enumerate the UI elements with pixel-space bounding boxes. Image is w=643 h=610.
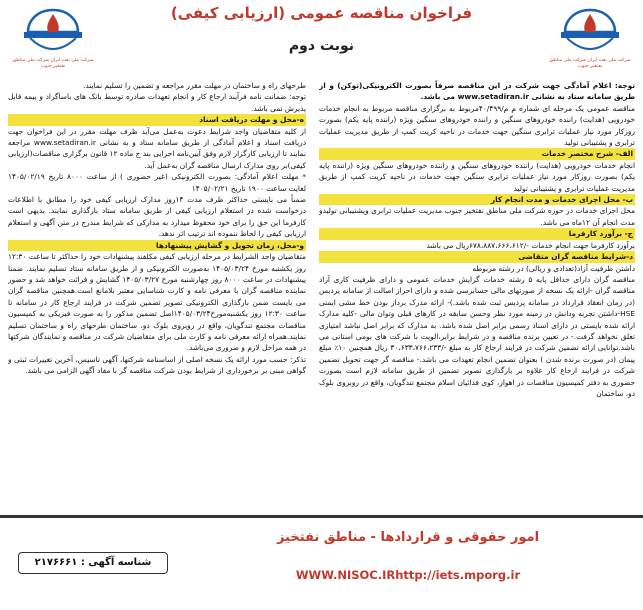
notice-text: توجه: اعلام آمادگی جهت شرکت در این مناقصه صرفاً بصورت الکترونیکی(توکن) و از طریق سامانه ستاد به نشانی www.setadiran.ir می باشد.: [319, 81, 635, 102]
page-title: فراخوان مناقصه عمومی (ارزیابی کیفی): [170, 4, 473, 22]
paragraph: طرحهای راه و ساختمان در مهلت مقرر مراجعه و تضمین را تسلیم نمایند.: [82, 81, 306, 90]
paragraph: * مهلت اعلام آمادگی: بصورت الکترونیکی (غیر حضوری ) از ساعت ۸۰۰۰ تاریخ ۱۴۰۵/۰۲/۱۹ لغایت ساعت ۱۹۰۰ تاریخ ۱۴۰۵/۰۲/۲۱: [8, 172, 306, 193]
paragraph: داشتن ظرفیت آزاد(تعدادی و ریالی) در رشته مربوطه: [472, 263, 635, 273]
footer-urls[interactable]: WWW.NISOC.IRhttp://iets.mporg.ir: [295, 568, 521, 582]
left-column: [8, 80, 306, 515]
section-heading: الف- شرح مختصر خدمات: [319, 148, 635, 159]
paragraph: متقاضیان واجد الشرایط در مرحله ارزیابی کیفی مکلفند پیشنهادات خود را حداکثر تا ساعت ۱۲:۳۰ روز یکشنبه مورخ ۱۴۰۵/۰۳/۲۴ به‌صورت الکترونیکی و از طریق سامانه ستاد تسلیم نمایند. ضمنا پیشنهادات در ساعت ۸۰۰۰ روز چهارشنبه مورخ ۱۴۰۵/۰۳/۲۷ گشایش و قرائت خواهد شد و حضور نماینده مناقصه گران با معرفی نامه و کارت شناسایی معتبر بلامانع است.همچنین مناقصه گران می بایست ضمن بارگذاری الکترونیکی تصویر تضمین شرکت در فرایند ارجاع کار در سامانه تا ساعت ۱۲:۳۰ روز یکشنبه‌مورخ۱۴۰۵/۰۳/۲۴اصل تضمین مذکور را به صورت فیزیکی به کمیسیون مناقصات مجتمع تندگویان، واقع در روبروی بلوک دو، ساختمان طرحهای راه و ساختمان تسلیم نمایند.همراه ارائه معرفی نامه و کارت ملی برای متقاضیان شرکت در مناقصه و نمایندگان شرکتها در همه مراحل لازم و ضروری می‌باشد.: [8, 252, 306, 353]
paragraph: برآورد کارفرما جهت انجام خدمات -/۶۷۸،۸۸۷،۶۶۶،۶۱۲ریال می باشد: [426, 240, 635, 250]
logo-caption: شرکت ملی نفت ایران شرکت ملی مناطق نفتخیز جنوب: [12, 58, 94, 69]
right-column: [319, 80, 635, 515]
section-heading: ب- محل اجرای خدمات و مدت انجام کار: [319, 194, 635, 205]
section-heading: ج- برآورد کارفرما: [319, 228, 635, 239]
paragraph: تذکر: حسب مورد ارائه یک نسخه اصلی از اساسنامه شرکتها، آگهی تاسیس، آخرین تغییرات ثبتی و گواهی مبنی بر برخورداری از شرایط بودن شرکت مناقصه گر با مفاد آگهی الزامی می باشد.: [8, 354, 306, 376]
round-label: نوبت دوم: [288, 38, 355, 54]
paragraph: توجه: ضمانت نامه فرآیند ارجاع کار و انجام تعهدات صادره توسط بانک های باساگراد و بیمه قابل پذیرش نمی باشد.: [8, 92, 306, 113]
footer: [0, 515, 643, 610]
section-heading: د-شرایط مناقصه گران متقاضی: [319, 251, 635, 262]
paragraph: ضمناً می بایستی حداکثر ظرف مدت ۱۴روز مدارک ارزیابی کیفی خود را مطابق با اطلاعات درخواست شده در استعلام ارزیابی کیفی از طریق سامانه ستاد بارگذاری نمایند. بدیهی است کارفرما این حق را برای خود محفوظ میدارد به مدارکی که شرایط مندرج در متن آگهی و استعلام ارزیابی کیفی را لحاظ ننموده اند ترتیب اثر ندهد.: [8, 195, 306, 239]
section-heading: ه-محل و مهلت دریافت اسناد: [8, 114, 306, 125]
paragraph: از کلیه متقاضیان واجد شرایط دعوت به‌عمل می‌آید ظرف مهلت مقرر در این فراخوان جهت دریافت اسناد و اعلام آمادگی از طریق سامانه ستاد و به نشانی www.setadiran.ir مراجعه نمایند تا ارزیابی کارگزار لازم وفق آیین‌نامه اجرایی بند ج ماده ۱۲ قانون برگزاری مناقصات(ارزیابی کیفی)بر روی مدارک ارسال مناقصه گران به‌عمل آید.: [8, 126, 306, 170]
nioc-logo-icon: [545, 4, 635, 62]
logo-caption: شرکت ملی نفت ایران شرکت ملی مناطق نفتخیز جنوب: [549, 58, 631, 69]
ad-id-badge: شناسه آگهی : ۲۱۷۶۶۶۱: [18, 552, 168, 574]
section-heading: و-محل، زمان تحویل و گشایش پیشنهادها: [8, 240, 306, 251]
nioc-logo-icon: [8, 4, 98, 62]
footer-department: امور حقوقی و قراردادها - مناطق نفتخیز: [276, 530, 540, 545]
paragraph: محل اجرای خدمات در حوزه شرکت ملی مناطق نفتخیز جنوب مدیریت عملیات ترابری وپشتیبانی تولیدو مدت انجام آن ۱۲ماه می باشد.: [319, 206, 635, 227]
paragraph: انجام خدمات خودرویی (هدایت) راننده خودروهای سنگین و راننده خودروهای سنگین ویژه (راننده پایه یکم) بصورت روزکار مورد نیاز عملیات ترابری سنگین جهت خدمات در ناحیه کریت کمپ از طریق مدیریت عملیات ترابری و پشتیبانی تولید: [319, 160, 635, 193]
paragraph: مناقصه گران دارای حداقل پایه ۵ رشته خدمات گرایش خدمات عمومی و دارای ظرفیت کاری آزاد مناقصه گران -ارائه یک نسخه از صورتهای مالی حسابرسی شده و دارای احراز اصالت از سامانه پردیس (در زمان انعقاد قرارداد در سامانه پردیس ثبت شده باشد.)- ارائه مدرک برداز بودن خط مشی ایمنی HSE-داشتن تجربه ودانش در زمینه مورد نظر وحسن سابقه در کارهای قبلی وتوان مالی -کلیه مدارک ارائه شده بایستی در دارای اسناد رسمی برابر اصل شده باشد. به مدارک که برابر اصل نباشد امتیازی تعلق نخواهد گرفت.- در تعیین برنده مناقصه و در شرایط برابر،الویت با شرکت های بومی استانی می باشد.توانایی ارائه تضمین شرکت در فرایند ارجاع کار به مبلغ -/۳۰،۶۳۳،۷۶۶،۲۳۳ ریال همچنین ۱۰٪ مبلغ پیمان (در صورت برنده شدن ) بعنوان تضمین انجام تعهدات می باشد.- مناقصه گر جهت تحویل تضمین شرکت در فرایند ارجاع کار علاوه بر بارگذاری تصویر تضمین از طریق سامانه لازم است بصورت حضوری به دفتر کمیسیون مناقصات در اهواز، کوی فدائیان اسلام مجتمع تندگویان، واقع در روبروی بلوک دو، ساختمان: [319, 274, 635, 398]
paragraph: مناقصه عمومی یک مرحله ای شماره م م/۴۰/۴۹۹مربوط به برگزاری مناقصه مربوط به انجام خدمات خودرویی (هدایت) راننده خودروهای سنگین و راننده خودروهای سنگین ویژه (راننده پایه یکم) بصورت روزکار مورد نیاز عملیات ترابری سنگین جهت خدمات در ناحیه کریت کمپ از طریق مدیریت عملیات ترابری و پشتیبانی تولید: [319, 103, 635, 148]
notice-body: [8, 80, 635, 515]
